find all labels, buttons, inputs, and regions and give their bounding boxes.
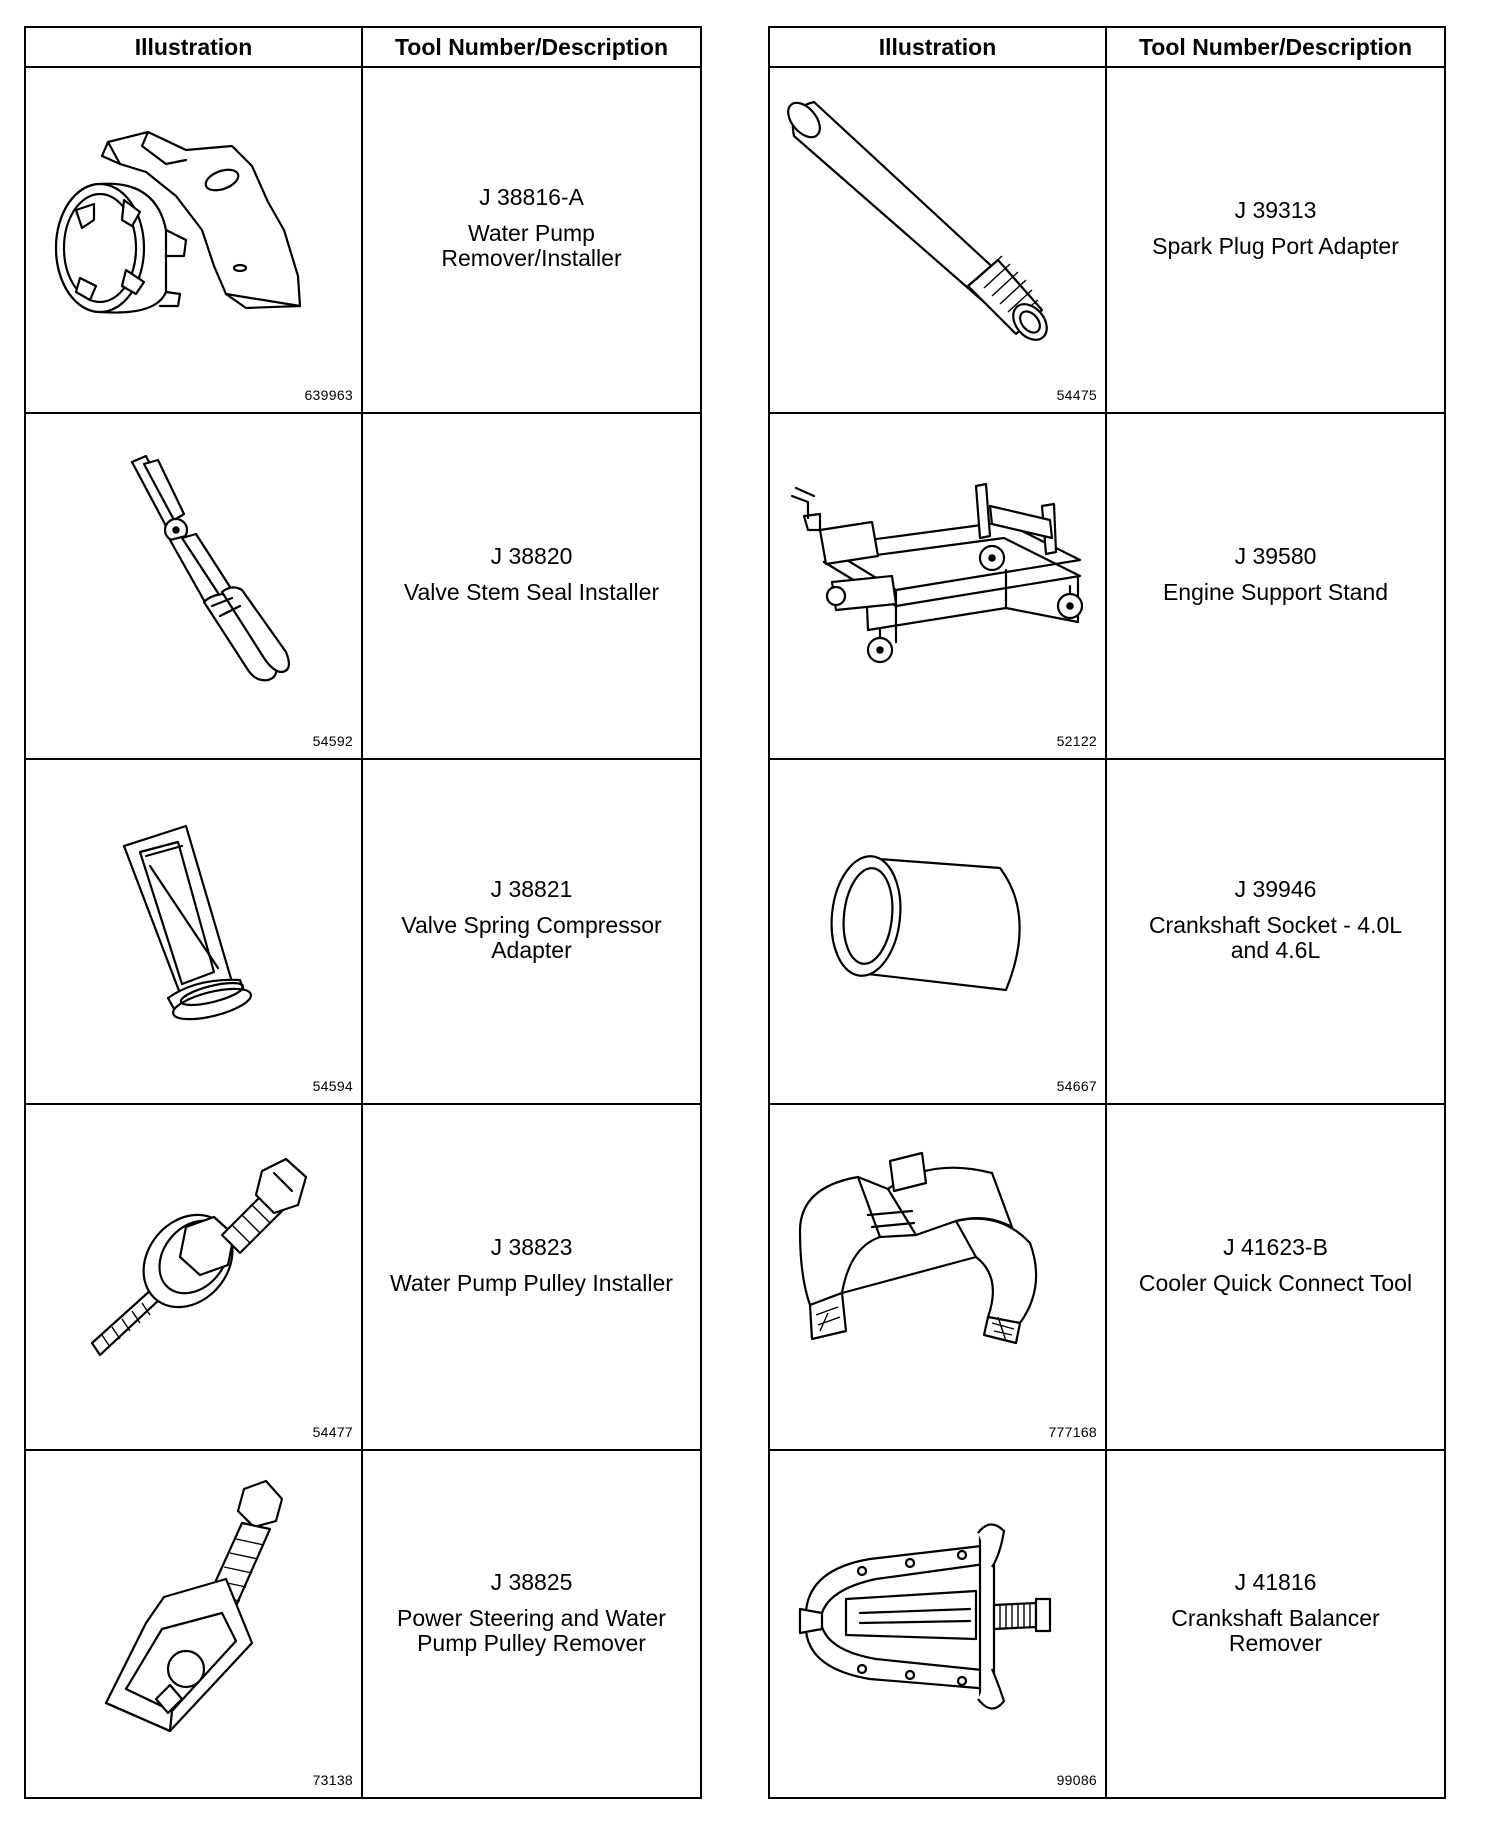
tool-number: J 38820 — [490, 542, 573, 569]
tool-number: J 41623-B — [1223, 1234, 1328, 1261]
tool-description: Crankshaft Balancer Remover — [1171, 1604, 1380, 1656]
description-cell — [363, 1105, 700, 1451]
tool-table-right — [768, 26, 1446, 1799]
tool-description: Water Pump Remover/Installer — [441, 220, 622, 272]
illustration-cell — [26, 1105, 363, 1451]
illustration-cell — [770, 414, 1107, 760]
tool-number: J 41816 — [1234, 1568, 1317, 1595]
crankshaft-socket-icon — [780, 772, 1097, 1072]
pulley-remover-icon — [36, 1463, 353, 1763]
figure-number: 54594 — [312, 1078, 353, 1095]
engine-stand-icon — [780, 426, 1097, 726]
header-tool-number-description: Tool Number/Description — [1107, 28, 1444, 68]
tool-number: J 38823 — [490, 1234, 573, 1261]
description-cell — [1107, 1451, 1444, 1797]
description-cell — [1107, 68, 1444, 414]
valve-stem-seal-installer-icon — [36, 426, 353, 726]
tool-description: Power Steering and Water Pump Pulley Remover — [397, 1604, 666, 1656]
description-cell — [363, 414, 700, 760]
tool-number: J 38825 — [490, 1568, 573, 1595]
figure-number: 639963 — [304, 386, 353, 403]
figure-number: 52122 — [1056, 732, 1097, 749]
description-cell — [1107, 1105, 1444, 1451]
tool-description: Spark Plug Port Adapter — [1152, 232, 1399, 259]
tool-number: J 39313 — [1234, 196, 1317, 223]
header-tool-number-description: Tool Number/Description — [363, 28, 700, 68]
description-cell — [363, 760, 700, 1106]
description-cell — [363, 1451, 700, 1797]
tool-description: Water Pump Pulley Installer — [390, 1270, 673, 1297]
tool-number: J 38816-A — [479, 184, 584, 211]
figure-number: 777168 — [1048, 1424, 1097, 1441]
valve-spring-adapter-icon — [36, 772, 353, 1072]
figure-number: 54477 — [312, 1424, 353, 1441]
illustration-cell — [26, 760, 363, 1106]
spark-plug-adapter-icon — [780, 80, 1097, 380]
description-cell — [1107, 414, 1444, 760]
figure-number: 73138 — [312, 1771, 353, 1788]
illustration-cell — [770, 1451, 1107, 1797]
illustration-cell — [26, 68, 363, 414]
quick-connect-tool-icon — [780, 1117, 1097, 1417]
illustration-cell — [26, 414, 363, 760]
description-cell — [1107, 760, 1444, 1106]
header-illustration: Illustration — [26, 28, 363, 68]
illustration-cell — [770, 760, 1107, 1106]
balancer-remover-icon — [780, 1463, 1097, 1763]
illustration-cell — [770, 1105, 1107, 1451]
header-illustration: Illustration — [770, 28, 1107, 68]
figure-number: 54667 — [1056, 1078, 1097, 1095]
tool-table-left — [24, 26, 702, 1799]
illustration-cell — [770, 68, 1107, 414]
tool-number: J 39580 — [1234, 542, 1317, 569]
tool-description: Valve Stem Seal Installer — [403, 578, 660, 605]
description-cell — [363, 68, 700, 414]
pulley-installer-icon — [36, 1117, 353, 1417]
figure-number: 54475 — [1056, 386, 1097, 403]
water-pump-remover-icon — [36, 80, 353, 380]
tool-number: J 38821 — [490, 875, 573, 902]
tool-description: Crankshaft Socket - 4.0L and 4.6L — [1148, 911, 1403, 963]
illustration-cell — [26, 1451, 363, 1797]
figure-number: 54592 — [312, 732, 353, 749]
tool-description: Cooler Quick Connect Tool — [1138, 1270, 1413, 1297]
tool-number: J 39946 — [1234, 875, 1317, 902]
figure-number: 99086 — [1056, 1771, 1097, 1788]
tool-description: Valve Spring Compressor Adapter — [401, 911, 662, 963]
tool-description: Engine Support Stand — [1162, 578, 1389, 605]
